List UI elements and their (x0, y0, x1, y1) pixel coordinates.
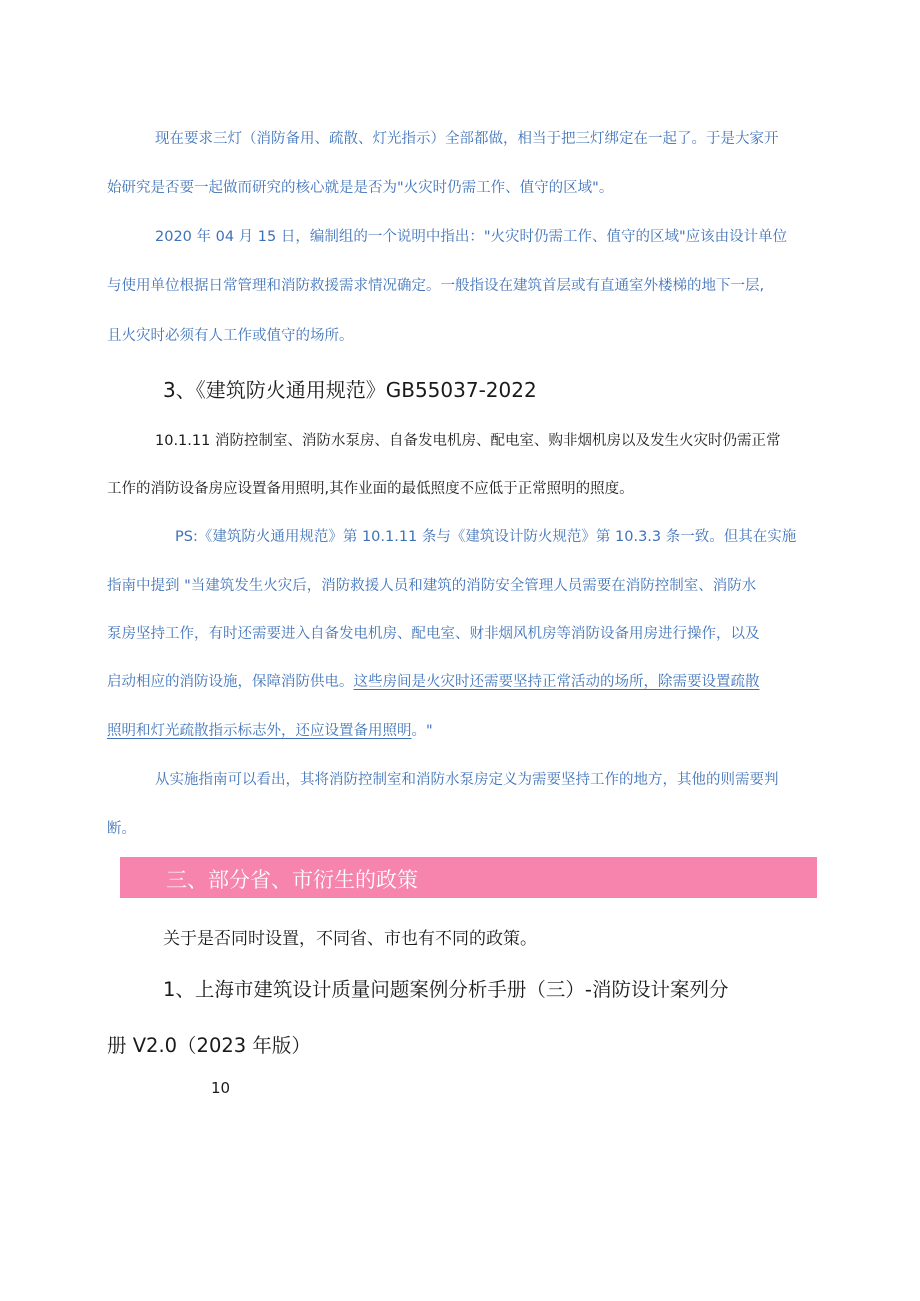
clause-10-1-11-line-2: 工作的消防设备房应设置备用照明,其作业面的最低照度不应低于正常照明的照度。 (107, 481, 634, 497)
item-1-line-1: 1、上海市建筑设计质量问题案例分析手册（三）-消防设计案列分 (163, 978, 729, 1001)
standard-heading: 3、《建筑防火通用规范》GB55037-2022 (163, 378, 537, 402)
paragraph-2-line-2: 与使用单位根据日常管理和消防救援需求情况确定。一般指设在建筑首层或有直通室外楼梯的地下一层, (107, 278, 765, 294)
section-title: 三、部分省、市衍生的政策 (166, 868, 418, 892)
section-intro: 关于是否同时设置，不同省、市也有不同的政策。 (163, 929, 537, 949)
clause-10-1-11-line-1: 10.1.11 消防控制室、消防水泵房、自备发电机房、配电室、购非烟机房以及发生火灾时仍需正常 (155, 433, 781, 449)
ps-note-line-2: 指南中提到 "当建筑发生火灾后，消防救援人员和建筑的消防安全管理人员需要在消防控制室、消防水 (107, 578, 757, 594)
ps-note-line-5-underlined: 照明和灯光疏散指示标志外，还应设置备用照明 (107, 723, 412, 739)
ps-note-line-4 (107, 670, 760, 691)
paragraph-2-line-3: 且火灾时必须有人工作或值守的场所。 (107, 328, 354, 344)
page-number: 10 (211, 1079, 231, 1097)
ps-note-line-3: 泵房坚持工作，有时还需要进入自备发电机房、配电室、财非烟风机房等消防设备用房进行操作，以及 (107, 626, 760, 642)
paragraph-2-line-1: 2020 年 04 月 15 日，编制组的一个说明中指出："火灾时仍需工作、值守的区域"应该由设计单位 (155, 229, 788, 245)
ps-note-line-1: PS:《建筑防火通用规范》第 10.1.11 条与《建筑设计防火规范》第 10.3.3 条一致。但其在实施 (175, 529, 797, 545)
conclusion-line-1: 从实施指南可以看出，其将消防控制室和消防水泵房定义为需要坚持工作的地方，其他的则需要判 (155, 772, 779, 788)
conclusion-line-2: 断。 (107, 821, 136, 837)
section-banner (120, 857, 817, 898)
paragraph-1-line-2: 始研究是否要一起做而研究的核心就是是否为"火灾时仍需工作、值守的区域"。 (107, 180, 614, 196)
ps-note-line-5 (107, 719, 433, 740)
ps-note-line-4-plain: 启动相应的消防设施，保障消防供电。 (107, 674, 354, 690)
ps-note-line-5-plain: 。" (411, 723, 433, 739)
ps-note-line-4-underlined: 这些房间是火灾时还需要坚持正常活动的场所，除需要设置疏散 (353, 674, 760, 690)
paragraph-1-line-1: 现在要求三灯（消防备用、疏散、灯光指示）全部都做，相当于把三灯绑定在一起了。于是大家开 (155, 131, 779, 147)
item-1-line-2: 册 V2.0（2023 年版） (107, 1034, 311, 1057)
